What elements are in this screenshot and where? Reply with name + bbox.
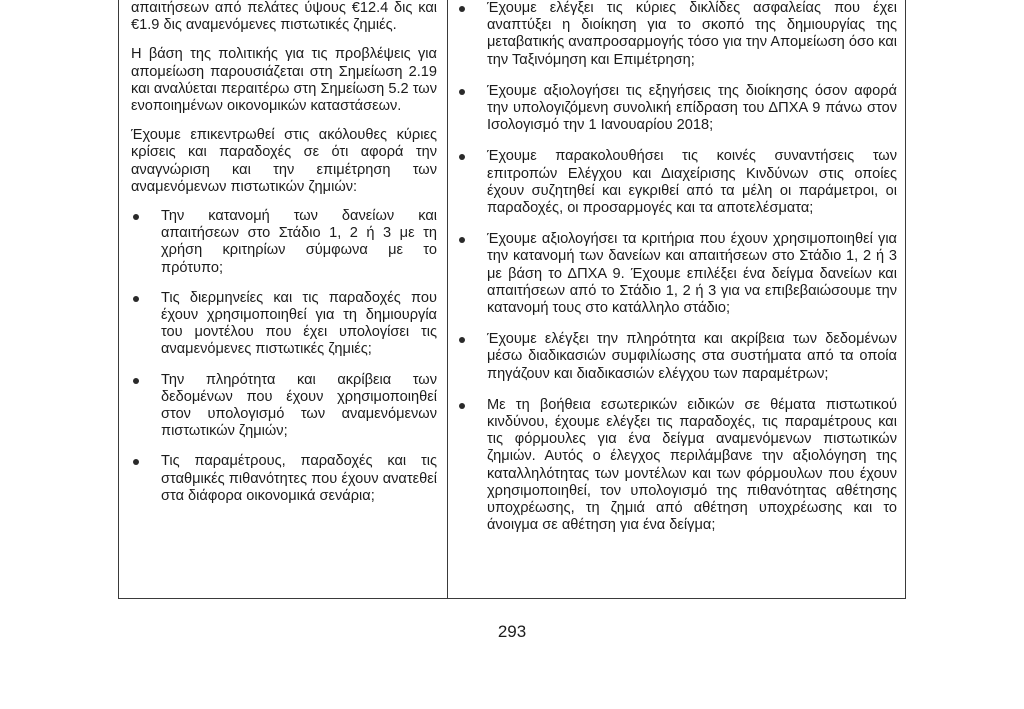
bullet-icon: [133, 378, 139, 384]
bullet-icon: [459, 337, 465, 343]
bullet-icon: [459, 154, 465, 160]
procedures-list: [457, 0, 897, 534]
bullet-icon: [459, 237, 465, 243]
bullet-icon: [459, 89, 465, 95]
list-item-text: Τις παραμέτρους, παραδοχές και τις σταθμικές πιθανότητες που έχουν ανατεθεί στα διάφορα οικονομικά σενάρια;: [161, 453, 437, 504]
list-item-text: Με τη βοήθεια εσωτερικών ειδικών σε θέματα πιστωτικού κινδύνου, έχουμε ελέγξει τις παραδοχές, τις παραμέτρους και τις φόρμουλες για ένα δείγμα αναμενόμενων πιστωτικών ζημιών. Αυτός ο έλεγχος περιλάμβανε την αξιολόγηση της καταλληλότητας των μοντέλων και των φόρμουλων που έχουν χρησιμοποιηθεί, τον υπολογισμό της πιθανότητας αθέτησης υποχρέωσης, τη ζημιά από αθέτηση υποχρέωσης και το άνοιγμα σε αθέτηση για ένα δείγμα;: [487, 396, 897, 534]
list-item-text: Έχουμε παρακολουθήσει τις κοινές συναντήσεις των επιτροπών Ελέγχου και Διαχείρισης Κινδύνων στις οποίες έχουν συζητηθεί και εγκριθεί από τα μέλη οι παράμετροι, οι παραδοχές, οι προσαρμογές και τα αποτελέσματα;: [487, 148, 897, 217]
page-number: 293: [497, 622, 527, 641]
paragraph: απαιτήσεων από πελάτες ύψους €12.4 δις και €1.9 δις αναμενόμενες πιστωτικές ζημιές.: [131, 0, 437, 34]
list-item: [457, 83, 897, 135]
bullet-icon: [133, 459, 139, 465]
audit-response-column: [457, 0, 897, 548]
paragraph: Έχουμε επικεντρωθεί στις ακόλουθες κύριες κρίσεις και παραδοχές σε ότι αφορά την αναγνώριση και την επιμέτρηση των αναμενόμενων πιστωτικών ζημιών:: [131, 127, 437, 195]
list-item-text: Την πληρότητα και ακρίβεια των δεδομένων που έχουν χρησιμοποιηθεί στον υπολογισμό των αναμενόμενων πιστωτικών ζημιών;: [161, 371, 437, 440]
list-item: [457, 148, 897, 217]
list-item-text: Έχουμε αξιολογήσει τα κριτήρια που έχουν χρησιμοποιηθεί για την κατανομή των δανείων και απαιτήσεων στο Στάδιο 1, 2 ή 3 με βάση το ΔΠΧΑ 9. Έχουμε επιλέξει ένα δείγμα δανείων και απαιτήσεων από το Στάδιο 1, 2 ή 3 για να επιβεβαιώσουμε την κατανομή τους στο κατάλληλο στάδιο;: [487, 231, 897, 317]
list-item-text: Την κατανομή των δανείων και απαιτήσεων στο Στάδιο 1, 2 ή 3 με τη χρήση κριτηρίων σύμφωνα με το πρότυπο;: [161, 208, 437, 276]
key-audit-matter-column: [131, 0, 437, 518]
audit-matters-table: [118, 0, 906, 599]
list-item-text: Έχουμε ελέγξει τις κύριες δικλίδες ασφαλείας που έχει αναπτύξει η διοίκηση για το σκοπό της δημιουργίας της μεταβατικής αναπροσαρμογής τόσο για την Απομείωση όσο και την Ταξινόμηση και Επιμέτρηση;: [487, 0, 897, 68]
column-divider: [447, 0, 448, 598]
list-item-text: Έχουμε ελέγξει την πληρότητα και ακρίβεια των δεδομένων μέσω διαδικασιών συμφιλίωσης στα συστήματα από τα οποία πηγάζουν και διαδικασιών ελέγχου των παραμέτρων;: [487, 331, 897, 382]
list-item: [457, 231, 897, 317]
list-item-text: Τις διερμηνείες και τις παραδοχές που έχουν χρησιμοποιηθεί για τη δημιουργία του μοντέλου που έχει υπολογίσει τις αναμενόμενες πιστωτικές ζημιές;: [161, 289, 437, 358]
list-item: [131, 290, 437, 359]
bullet-icon: [459, 6, 465, 12]
list-item-text: Έχουμε αξιολογήσει τις εξηγήσεις της διοίκησης όσον αφορά την υπολογιζόμενη συνολική επίδραση του ΔΠΧΑ 9 πάνω στον Ισολογισμό την 1 Ιανουαρίου 2018;: [487, 82, 897, 134]
list-item: [131, 208, 437, 277]
judgements-list: [131, 208, 437, 505]
bullet-icon: [459, 403, 465, 409]
list-item: [457, 397, 897, 535]
list-item: [131, 372, 437, 441]
list-item: [457, 331, 897, 383]
bullet-icon: [133, 214, 139, 220]
paragraph: Η βάση της πολιτικής για τις προβλέψεις για απομείωση παρουσιάζεται στη Σημείωση 2.19 και αναλύεται περαιτέρω στη Σημείωση 5.2 των ενοποιημένων οικονομικών καταστάσεων.: [131, 46, 437, 115]
list-item: [457, 0, 897, 69]
list-item: [131, 453, 437, 505]
bullet-icon: [133, 296, 139, 302]
